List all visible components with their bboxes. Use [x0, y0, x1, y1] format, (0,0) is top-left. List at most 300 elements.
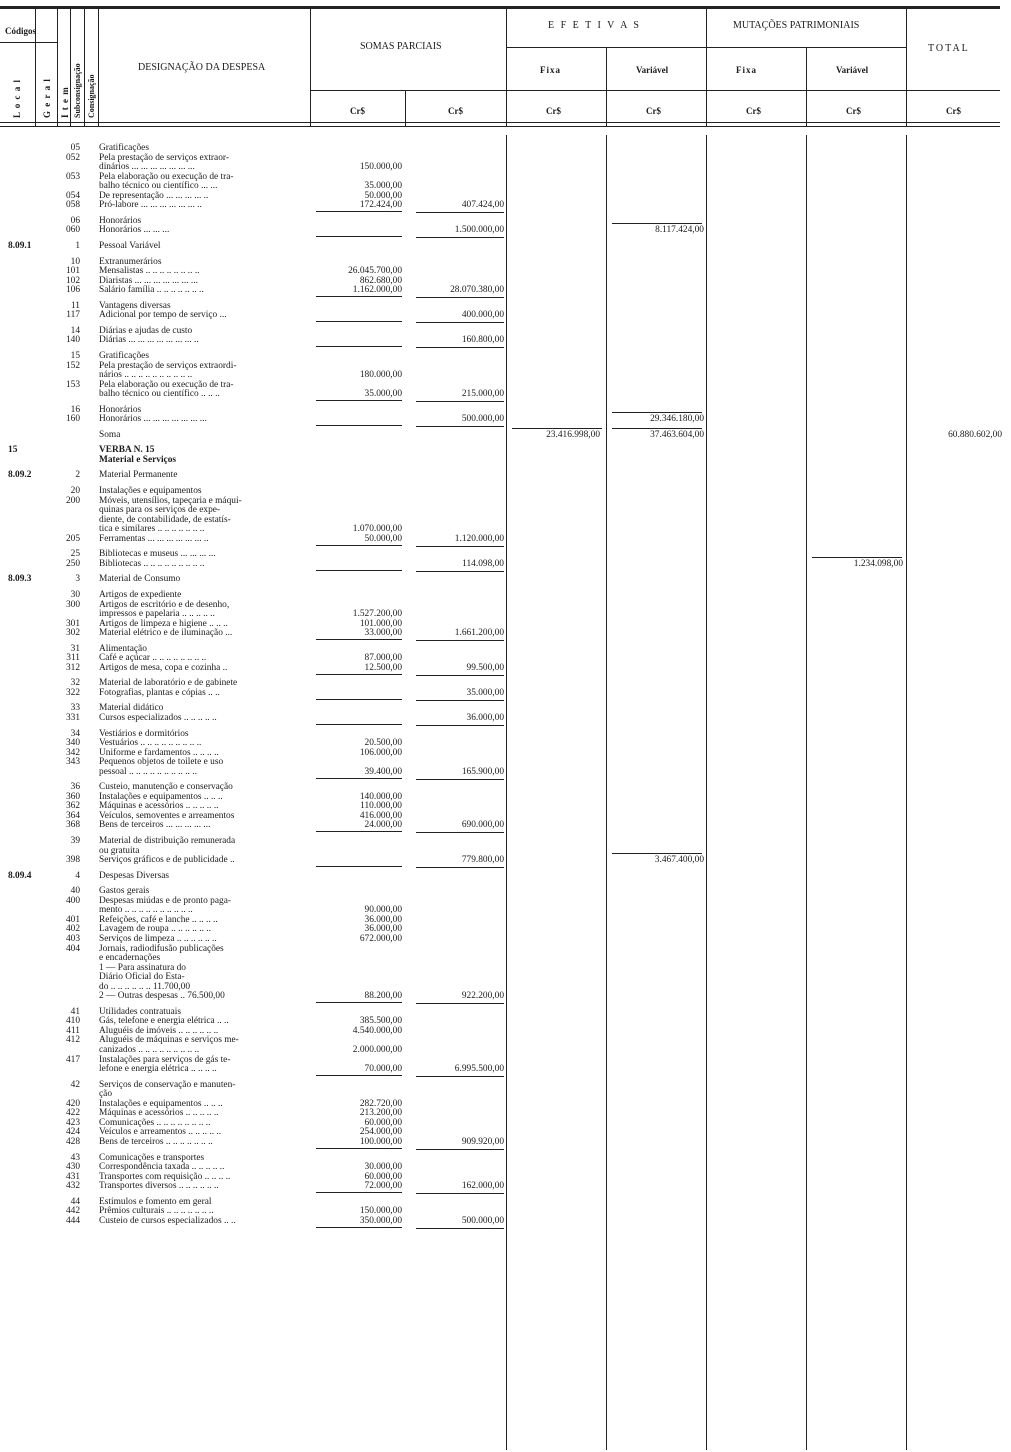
table-row — [0, 310, 1011, 320]
table-row — [0, 944, 1011, 954]
item-code: 152 — [65, 360, 80, 371]
efetivas-fixa-value: 23.416.998,00 — [546, 429, 600, 440]
table-row — [0, 915, 1011, 925]
somas-parciais-1-value: 70.000,00 — [364, 1064, 402, 1075]
codigos-rule — [0, 42, 57, 43]
item-code: 05 — [70, 143, 80, 153]
item-code: 411 — [66, 1025, 80, 1036]
expense-description: e encadernações — [99, 953, 161, 963]
expense-description: Máquinas e acessórios .. .. .. .. .. — [99, 801, 219, 812]
table-row — [0, 534, 1011, 544]
table-row — [0, 351, 1011, 361]
item-code: 31 — [70, 643, 80, 654]
expense-description: Refeições, café e lanche .. .. .. .. — [99, 914, 218, 925]
table-row — [0, 896, 1011, 906]
somas-parciais-1-value: 39.400,00 — [364, 766, 402, 777]
somas-parciais-1-value: 36.000,00 — [364, 914, 402, 925]
item-code: 160 — [65, 414, 80, 425]
subtotal-rule — [416, 571, 504, 572]
expense-description: Ferramentas ... ... ... ... ... ... .. — [99, 533, 209, 544]
local-code: 15 — [8, 445, 18, 456]
item-code: 053 — [65, 171, 80, 182]
table-row — [0, 257, 1011, 267]
expense-description: Material de Consumo — [99, 574, 181, 585]
table-row — [0, 1197, 1011, 1207]
expense-description: Fotografias, plantas e cópias .. .. — [99, 687, 220, 698]
expense-description: Cursos especializados .. .. .. .. .. — [99, 712, 217, 723]
expense-description: VERBA N. 15 — [99, 445, 155, 456]
table-row — [0, 1181, 1011, 1191]
table-row — [0, 1064, 1011, 1074]
subtotal-rule — [416, 546, 504, 547]
expense-description: impressos e papelaria .. .. .. .. .. — [99, 609, 215, 619]
expense-description: Pela prestação de serviços extraor- — [99, 152, 229, 163]
somas-parciais-2-value: 909.920,00 — [461, 1136, 504, 1147]
table-row — [0, 688, 1011, 698]
item-code: 424 — [65, 1127, 80, 1138]
expense-description: balho técnico ou científico .. .. .. — [99, 389, 220, 400]
expense-description: Transportes diversos .. .. .. .. .. .. — [99, 1181, 219, 1192]
table-row — [0, 811, 1011, 821]
item-code: 431 — [65, 1171, 80, 1182]
somas-parciais-1-value: 385.500,00 — [359, 1016, 402, 1027]
table-row — [0, 380, 1011, 390]
header-efetivas: E F E T I V A S — [548, 20, 641, 31]
subtotal-rule — [316, 724, 402, 725]
expense-description: Pequenos objetos de toilete e uso — [99, 757, 224, 768]
somas-parciais-1-value: 180.000,00 — [359, 370, 402, 380]
expense-description: Pela elaboração ou execução de tra- — [99, 379, 234, 390]
somas-parciais-1-value: 60.000,00 — [364, 1117, 402, 1128]
table-row — [0, 455, 1011, 465]
somas-parciais-1-value: 60.000,00 — [364, 1171, 402, 1182]
somas-parciais-2-value: 215.000,00 — [461, 389, 504, 400]
expense-description: Artigos de expediente — [99, 589, 182, 600]
table-row — [0, 1153, 1011, 1163]
table-row — [0, 1045, 1011, 1055]
item-code: 25 — [70, 549, 80, 560]
column-total-rule — [612, 412, 702, 413]
expense-description: Despesas Diversas — [99, 870, 170, 881]
table-row — [0, 559, 1011, 569]
somas-parciais-1-value: 50.000,00 — [364, 533, 402, 544]
table-row — [0, 225, 1011, 235]
expense-description: Pela elaboração ou execução de tra- — [99, 171, 234, 182]
expense-description: Honorários ... ... ... — [99, 225, 170, 236]
expense-description: Instalações para serviços de gás te- — [99, 1054, 231, 1065]
table-row — [0, 801, 1011, 811]
table-row — [0, 628, 1011, 638]
expense-description: mento .. .. .. .. .. .. .. .. .. .. — [99, 905, 193, 916]
item-code: 33 — [70, 703, 80, 714]
subtotal-rule — [316, 545, 402, 546]
header-fixa: Fixa — [540, 65, 561, 75]
item-code: 16 — [70, 404, 80, 415]
item-code: 10 — [70, 256, 80, 267]
expense-description: Comunicações e transportes — [99, 1152, 205, 1163]
item-code: 052 — [65, 152, 80, 163]
table-row — [0, 486, 1011, 496]
somas-parciais-1-value: 100.000,00 — [359, 1136, 402, 1147]
col-rule — [506, 9, 507, 126]
column-total-rule — [612, 223, 702, 224]
header-fixa-mutacoes: Fixa — [736, 65, 757, 75]
subtotal-rule — [416, 1003, 504, 1004]
item-code: 322 — [65, 687, 80, 698]
item-code: 401 — [65, 914, 80, 925]
table-row — [0, 361, 1011, 371]
item-code: 403 — [65, 933, 80, 944]
table-row — [0, 162, 1011, 172]
item-code: 302 — [65, 628, 80, 639]
somas-parciais-1-value: 35.000,00 — [364, 181, 402, 192]
table-row — [0, 1007, 1011, 1017]
header-bottom-rule-2 — [0, 126, 1000, 127]
somas-parciais-1-value: 172.424,00 — [359, 200, 402, 211]
item-code: 340 — [65, 738, 80, 748]
expense-description: Material Permanente — [99, 470, 178, 481]
expense-description: Material didático — [99, 703, 164, 714]
currency-label: Cr$ — [546, 106, 561, 116]
item-code: 41 — [70, 1006, 80, 1017]
item-code: 311 — [66, 653, 80, 664]
table-row — [0, 609, 1011, 619]
expense-description: Bens de terceiros .. .. .. .. .. .. .. — [99, 1136, 213, 1147]
table-row — [0, 590, 1011, 600]
table-row — [0, 405, 1011, 415]
somas-parciais-1-value: 1.527.200,00 — [352, 609, 402, 619]
somas-parciais-2-value: 1.120.000,00 — [454, 533, 504, 544]
somas-parciais-2-value: 690.000,00 — [461, 820, 504, 831]
somas-parciais-2-value: 1.661.200,00 — [454, 628, 504, 639]
somas-parciais-1-value: 140.000,00 — [359, 791, 402, 802]
item-code: 106 — [65, 285, 80, 296]
expense-description: Vestuários .. .. .. .. .. .. .. .. .. — [99, 738, 202, 748]
header-designacao: DESIGNAÇÃO DA DESPESA — [138, 62, 266, 73]
subtotal-rule — [316, 1002, 402, 1003]
somas-parciais-1-value: 20.500,00 — [364, 738, 402, 748]
item-code: 06 — [70, 215, 80, 226]
table-row — [0, 871, 1011, 881]
table-row — [0, 285, 1011, 295]
table-row — [0, 886, 1011, 896]
expense-description: Pessoal Variável — [99, 241, 161, 251]
expense-description: Alimentação — [99, 643, 147, 654]
expense-description: quinas para os serviços de expe- — [99, 505, 221, 516]
table-row — [0, 1172, 1011, 1182]
table-row — [0, 600, 1011, 610]
header-mutacoes: MUTAÇÕES PATRIMONIAIS — [733, 20, 860, 31]
somas-parciais-1-value: 36.000,00 — [364, 924, 402, 935]
item-code: 398 — [65, 855, 80, 866]
table-row — [0, 782, 1011, 792]
item-code: 058 — [65, 200, 80, 211]
expense-description: Diaristas ... ... ... ... ... ... ... — [99, 275, 198, 286]
subtotal-rule — [316, 866, 402, 867]
table-row — [0, 924, 1011, 934]
expense-description: Comunicações .. .. .. .. .. .. .. .. — [99, 1117, 211, 1128]
table-row — [0, 757, 1011, 767]
somas-parciais-2-value: 6.995.500,00 — [454, 1064, 504, 1075]
item-code: 36 — [70, 782, 80, 793]
col-rule — [57, 9, 58, 126]
expense-description: Pró-labore ... ... ... ... ... ... .. — [99, 200, 202, 211]
table-row — [0, 172, 1011, 182]
table-row — [0, 335, 1011, 345]
table-row — [0, 574, 1011, 584]
item-code: 1 — [75, 241, 80, 251]
table-row — [0, 515, 1011, 525]
table-row — [0, 1108, 1011, 1118]
table-row — [0, 644, 1011, 654]
table-row — [0, 982, 1011, 992]
subtotal-rule — [416, 1228, 504, 1229]
table-row — [0, 846, 1011, 856]
somas-parciais-1-value: 350.000,00 — [359, 1215, 402, 1226]
expense-description: ou gratuita — [99, 845, 140, 856]
expense-description: Aluguéis de imóveis .. .. .. .. .. .. — [99, 1025, 219, 1036]
col-rule — [98, 9, 99, 126]
item-code: 14 — [70, 325, 80, 336]
expense-description: Bibliotecas e museus ... ... ... ... — [99, 549, 216, 560]
expense-description: Veículos, semoventes e arreamentos — [99, 810, 235, 821]
expense-description: Utilidades contratuais — [99, 1006, 182, 1017]
expense-description: Serviços gráficos e de publicidade .. — [99, 855, 235, 866]
somas-parciais-1-value: 12.500,00 — [364, 662, 402, 673]
table-row — [0, 549, 1011, 559]
expense-description: pessoal .. .. .. .. .. .. .. .. .. .. — [99, 766, 197, 777]
table-row — [0, 143, 1011, 153]
expense-description: Uniforme e fardamentos .. .. .. .. — [99, 747, 219, 758]
subtotal-rule — [416, 426, 504, 427]
item-code: 11 — [70, 300, 80, 311]
table-row — [0, 703, 1011, 713]
currency-label: Cr$ — [646, 106, 661, 116]
expense-description: Instalações e equipamentos .. .. .. — [99, 791, 223, 802]
table-row — [0, 1118, 1011, 1128]
somas-parciais-1-value: 72.000,00 — [364, 1181, 402, 1192]
table-row — [0, 389, 1011, 399]
expense-description: Material e Serviços — [99, 454, 177, 465]
header-local: L o c a l — [12, 78, 22, 118]
item-code: 250 — [65, 558, 80, 569]
expense-description: Despesas miúdas e de pronto paga- — [99, 895, 231, 906]
expense-description: Gastos gerais — [99, 886, 150, 897]
subtotal-rule — [316, 346, 402, 347]
expense-description: Bens de terceiros ... ... ... ... ... — [99, 820, 211, 831]
subtotal-rule — [416, 212, 504, 213]
efetivas-variavel-value: 29.346.180,00 — [650, 414, 704, 425]
subtotal-rule — [416, 725, 504, 726]
somas-parciais-1-value: 2.000.000,00 — [352, 1045, 402, 1055]
efetivas-variavel-value: 3.467.400,00 — [654, 855, 704, 866]
expense-description: Mensalistas .. .. .. .. .. .. .. .. — [99, 266, 200, 277]
table-row — [0, 1216, 1011, 1226]
expense-description: Gratificações — [99, 143, 149, 153]
currency-label: Cr$ — [746, 106, 761, 116]
item-code: 2 — [75, 470, 80, 481]
table-row — [0, 792, 1011, 802]
somas-parciais-2-value: 160.800,00 — [461, 335, 504, 346]
table-row — [0, 1080, 1011, 1090]
subtotal-rule — [416, 867, 504, 868]
col-rule — [310, 9, 311, 126]
efetivas-variavel-value: 37.463.604,00 — [650, 429, 704, 440]
somas-parciais-2-value: 400.000,00 — [461, 310, 504, 321]
header-bottom-rule — [0, 122, 1000, 123]
expense-description: Honorários ... ... ... ... ... ... ... — [99, 414, 207, 425]
column-total-rule — [612, 853, 702, 854]
somas-parciais-2-value: 99.500,00 — [466, 662, 504, 673]
table-row — [0, 619, 1011, 629]
subtotal-rule — [416, 401, 504, 402]
subtotal-rule — [316, 778, 402, 779]
somas-parciais-2-value: 500.000,00 — [461, 1215, 504, 1226]
expense-description: Artigos de mesa, copa e cozinha .. — [99, 662, 228, 673]
expense-description: Adicional por tempo de serviço ... — [99, 310, 227, 321]
expense-description: Artigos de escritório e de desenho, — [99, 599, 230, 610]
item-code: 3 — [75, 574, 80, 585]
somas-parciais-2-value: 1.500.000,00 — [454, 225, 504, 236]
item-code: 20 — [70, 486, 80, 496]
table-row — [0, 855, 1011, 865]
subtotal-rule — [316, 211, 402, 212]
table-row — [0, 748, 1011, 758]
item-code: 15 — [70, 350, 80, 361]
item-code: 205 — [65, 533, 80, 544]
expense-description: Estímulos e fomento em geral — [99, 1196, 212, 1207]
subtotal-rule — [416, 1076, 504, 1077]
table-row — [0, 738, 1011, 748]
subtotal-rule — [416, 700, 504, 701]
expense-description: Jornais, radiodifusão publicações — [99, 943, 224, 954]
expense-description: Artigos de limpeza e higiene .. .. .. — [99, 618, 228, 629]
item-code: 060 — [65, 225, 80, 236]
table-row — [0, 301, 1011, 311]
somas-parciais-2-value: 922.200,00 — [461, 991, 504, 1002]
item-code: 417 — [65, 1054, 80, 1065]
currency-label: Cr$ — [448, 106, 463, 116]
subtotal-rule — [416, 675, 504, 676]
table-row — [0, 496, 1011, 506]
item-code: 342 — [65, 747, 80, 758]
expense-description: Móveis, utensílios, tapeçaria e máqui- — [99, 495, 242, 506]
expense-description: 1 — Para assinatura do — [99, 962, 186, 973]
mutacoes-variavel-value: 1.234.098,00 — [853, 558, 903, 569]
header-variavel: Variável — [636, 65, 669, 75]
somas-parciais-2-value: 28.070.380,00 — [450, 285, 504, 296]
item-code: 422 — [65, 1108, 80, 1119]
expense-description: Café e açúcar .. .. .. .. .. .. .. .. — [99, 653, 207, 664]
col-rule — [906, 9, 907, 126]
table-row — [0, 820, 1011, 830]
table-row — [0, 1099, 1011, 1109]
item-code: 404 — [65, 943, 80, 954]
table-row — [0, 729, 1011, 739]
table-row — [0, 1016, 1011, 1026]
table-row — [0, 972, 1011, 982]
expense-description: balho técnico ou científico ... ... — [99, 181, 218, 192]
subtotal-rule — [316, 639, 402, 640]
expense-description: diente, de contabilidade, de estatís- — [99, 514, 231, 525]
table-row — [0, 1127, 1011, 1137]
somas-parciais-2-value: 35.000,00 — [466, 687, 504, 698]
expense-description: tica e similares .. .. .. .. .. .. .. — [99, 524, 205, 535]
table-row — [0, 1206, 1011, 1216]
header-variavel-mutacoes: Variável — [836, 65, 869, 75]
efetivas-variavel-value: 8.117.424,00 — [655, 225, 704, 236]
item-code: 410 — [65, 1016, 80, 1027]
item-code: 442 — [65, 1206, 80, 1217]
currency-label: Cr$ — [846, 106, 861, 116]
col-rule — [84, 9, 85, 126]
somas-parciais-1-value: 50.000,00 — [364, 190, 402, 201]
local-code: 8.09.3 — [8, 574, 32, 585]
column-total-rule — [512, 428, 602, 429]
expense-description: Veículos e arreamentos .. .. .. .. .. — [99, 1127, 222, 1138]
table-row — [0, 953, 1011, 963]
somas-parciais-1-value: 416.000,00 — [359, 810, 402, 821]
item-code: 40 — [70, 886, 80, 897]
expense-description: Custeio de cursos especializados .. .. — [99, 1215, 236, 1226]
expense-description: Custeio, manutenção e conservação — [99, 782, 233, 793]
table-row — [0, 241, 1011, 251]
item-code: 420 — [65, 1098, 80, 1109]
expense-description: Diárias ... ... ... ... ... ... ... .. — [99, 335, 199, 346]
subtotal-rule — [316, 674, 402, 675]
table-row — [0, 414, 1011, 424]
item-code: 42 — [70, 1079, 80, 1090]
item-code: 4 — [75, 870, 80, 881]
table-row — [0, 470, 1011, 480]
table-row — [0, 216, 1011, 226]
somas-parciais-1-value: 1.070.000,00 — [352, 524, 402, 535]
subtotal-rule — [416, 832, 504, 833]
header-total: TOTAL — [928, 43, 970, 54]
item-code: 153 — [65, 379, 80, 390]
subtotal-rule — [316, 1227, 402, 1228]
table-row — [0, 524, 1011, 534]
somas-parciais-1-value: 106.000,00 — [359, 747, 402, 758]
subtotal-rule — [316, 321, 402, 322]
column-total-rule — [812, 557, 902, 558]
table-row — [0, 1026, 1011, 1036]
somas-parciais-1-value: 88.200,00 — [364, 991, 402, 1002]
somas-parciais-1-value: 24.000,00 — [364, 820, 402, 831]
header-somas-parciais: SOMAS PARCIAIS — [360, 41, 442, 52]
table-row — [0, 991, 1011, 1001]
somas-parciais-2-value: 114.098,00 — [462, 558, 504, 569]
subtotal-rule — [416, 1193, 504, 1194]
table-row — [0, 767, 1011, 777]
item-code: 300 — [65, 599, 80, 610]
table-row — [0, 505, 1011, 515]
subtotal-rule — [316, 1075, 402, 1076]
item-code: 430 — [65, 1162, 80, 1172]
total-value: 60.880.602,00 — [948, 429, 1002, 440]
expense-description: Prêmios culturais .. .. .. .. .. .. .. — [99, 1206, 214, 1217]
item-code: 054 — [65, 190, 80, 201]
table-row — [0, 370, 1011, 380]
subtotal-rule — [416, 779, 504, 780]
somas-parciais-1-value: 282.720,00 — [359, 1098, 402, 1109]
expense-description: Máquinas e acessórios .. .. .. .. .. — [99, 1108, 219, 1119]
header-codigos: Códigos — [5, 26, 37, 36]
somas-parciais-1-value: 1.162.000,00 — [352, 285, 402, 296]
item-code: 331 — [65, 712, 80, 723]
col-rule — [606, 47, 607, 126]
item-code: 34 — [70, 728, 80, 739]
